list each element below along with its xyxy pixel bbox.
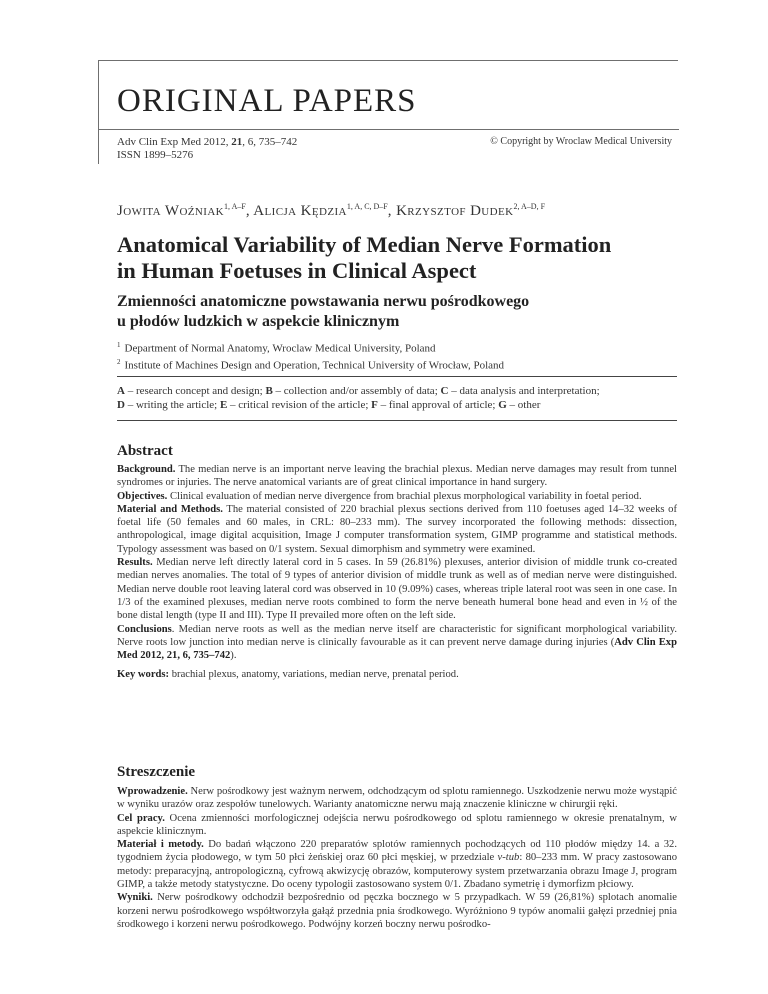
streszczenie-wyniki: Wyniki. Nerw pośrodkowy odchodził bezpośrednio od pęczka bocznego w 5 przypadkach. W 59 (26,81%) splotach anomalie korzeni nerwu pośrodkowego współtworzyła gałąź przednia pnia środkowego. Wyróżniono 9 typów anomalii gałęzi przedniej pnia środkowego i korzeni nerwu pośrodkowego. Podwójny korzeń boczny nerwu pośrodko- <box>117 892 677 930</box>
affiliation: $^2$ Institute of Machines Design and Operation, Technical University of Wrocław, Poland <box>117 358 505 372</box>
streszczenie-body <box>117 785 677 931</box>
abstract-objectives: Objectives. Clinical evaluation of median nerve divergence from brachial plexus morphological variability in foetal period. <box>117 490 642 502</box>
article-title: Anatomical Variability of Median Nerve Formation in Human Foetuses in Clinical Aspect <box>117 232 612 283</box>
divider-top <box>117 376 677 377</box>
abstract-conclusions: Conclusions. Median nerve roots as well as the median nerve itself are characteristic for significant morphological variability. Nerve roots low junction into median nerve is clinically favourable as it can prevent nerve damage during injuries (Adv Clin Exp Med 2012, 21, 6, 735–742). <box>117 623 677 662</box>
banner-title: ORIGINAL PAPERS <box>117 83 417 119</box>
abstract-results: Results. Median nerve left directly lateral cord in 5 cases. In 59 (26.81%) plexuses, anterior division of middle trunk co-created median nerves anomalies. The total of 9 types of anterior division of middle trunk as well as of median nerve were distinguished. Median nerve double root leaving lateral cord was observed in 10 (9.09%) cases, whereas triple lateral root was seen in one case. In 1/3 of the examined plexuses, median nerve roots combined to form the nerve beneath humeral bone head and even in ½ of the bone distal length (type II and III). Type II prevailed more often on the left side. <box>117 557 677 622</box>
streszczenie-wprowadzenie: Wprowadzenie. Nerw pośrodkowy jest ważnym nerwem, odchodzącym od splotu ramiennego. Uszkodzenie nerwu może wystąpić w wyniku urazów oraz zespołów tunelowych. Warianty anatomiczne nerwu mają znaczenie kliniczne w chirurgii ręki. <box>117 786 677 811</box>
divider-bottom <box>117 420 677 421</box>
abstract-body <box>117 463 677 682</box>
streszczenie-metody: Materiał i metody. Do badań włączono 220 preparatów splotów ramiennych pochodzących od 110 płodów między 14. a 32. tygodniem życia płodowego, w tym 50 płci żeńskiej oraz 60 płci męskiej, w przedziale v-tub: 80–233 mm. W pracy zastosowano metody: preparacyjną, antropologiczną, cyfrową akwizycję obrazów, komputerowy system przetwarzania obrazu Image J, program GIMP, a także metody statystyczne. Do oceny typologii zastosowano system 0/1. Zbadano symetrię i dymorfizm płciowy. <box>117 839 677 891</box>
journal-citation <box>117 136 297 162</box>
copyright-notice: © Copyright by Wroclaw Medical University <box>490 136 672 147</box>
author: Krzysztof Dudek$^{2, A-D, F}$ <box>396 202 546 219</box>
keywords: Key words: brachial plexus, anatomy, variations, median nerve, prenatal period. <box>117 669 459 681</box>
abstract-heading: Abstract <box>117 443 173 459</box>
abstract-methods: Material and Methods. The material consisted of 220 brachial plexus sections derived from 110 foetuses aged 14–32 weeks of foetal life (50 females and 60 males, in CRL: 80–233 mm). The survey incorporated the following methods: dissection, anthropological, image digital acquisition, Image J computer transformation system, GIMP programme and statistical methods. Typology assessment was based on 0/1 system. Sexual dimorphism and symmetry were examined. <box>117 503 677 555</box>
streszczenie-heading: Streszczenie <box>117 764 196 780</box>
author: Jowita Woźniak$^{1, A-F}$ <box>117 202 246 219</box>
section-banner <box>98 60 678 164</box>
issn: ISSN 1899–5276 <box>117 149 194 161</box>
affiliation: $^1$ Department of Normal Anatomy, Wroclaw Medical University, Poland <box>117 341 436 355</box>
author-list: Jowita Woźniak$^{1, A-F}$, Alicja Kędzia$^{1, A, C, D-F}$, Krzysztof Dudek$^{2, A-D, F}$ <box>117 202 546 219</box>
journal-line: Adv Clin Exp Med 2012, 21, 6, 735–742 <box>117 136 298 148</box>
author: Alicja Kędzia$^{1, A, C, D-F}$ <box>253 202 388 219</box>
banner-rule <box>99 129 679 130</box>
abstract-background: Background. The median nerve is an important nerve leaving the brachial plexus. Median nerve damages may result from tunnel syndromes or injuries. The nerve anatomical variants are of great clinical importance in hand surgery. <box>117 464 677 489</box>
streszczenie-cel: Cel pracy. Ocena zmienności morfologicznej odejścia nerwu pośrodkowego od splotu ramiennego w okresie prenatalnym, w aspekcie klinicznym. <box>117 812 677 837</box>
contribution-legend: A – research concept and design; B – collection and/or assembly of data; C – data analysis and interpretation; D – writing the article; E – critical revision of the article; F – final approval of article; G – other <box>117 385 600 411</box>
affiliations <box>117 339 504 373</box>
article-subtitle-polish: Zmienności anatomiczne powstawania nerwu pośrodkowego u płodów ludzkich w aspekcie klinicznym <box>117 293 530 330</box>
